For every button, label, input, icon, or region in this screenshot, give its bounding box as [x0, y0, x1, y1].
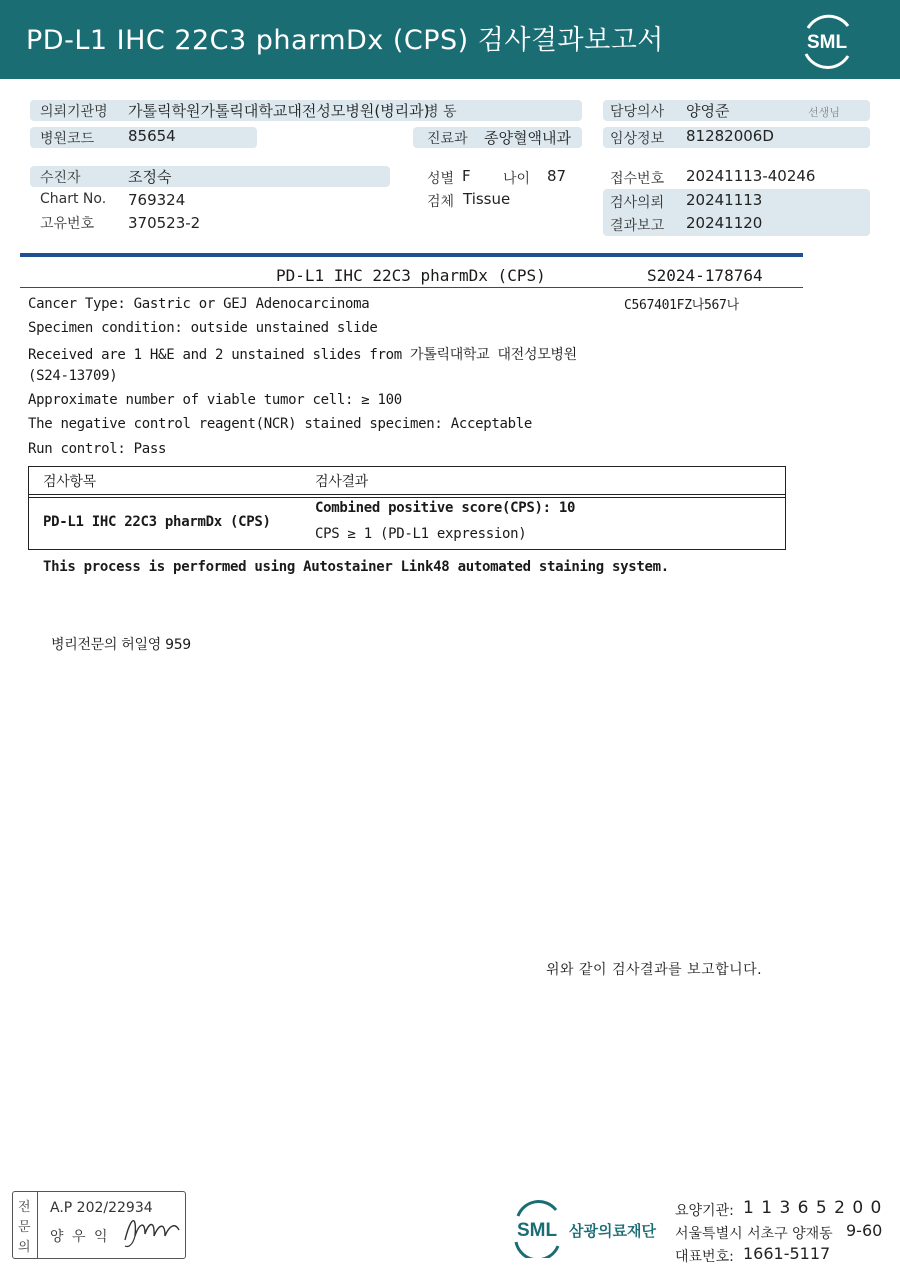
stamp-char: 전 — [18, 1200, 31, 1215]
hospital-code-value: 85654 — [128, 127, 176, 145]
age-value: 87 — [547, 167, 567, 185]
report-date-label: 결과보고 — [610, 218, 665, 234]
table-header-divider — [29, 494, 785, 498]
department-label: 진료과 — [427, 131, 468, 147]
doctor-suffix: 선생님 — [808, 106, 840, 119]
table-header-item: 검사항목 — [43, 474, 96, 490]
report-code: C567401FZ나567나 — [624, 298, 739, 313]
result-table — [28, 466, 786, 550]
phone-label: 대표번호: — [675, 1249, 734, 1265]
doctor-label: 담당의사 — [610, 104, 665, 120]
institution-label: 의뢰기관명 — [40, 104, 108, 120]
table-row-cps-expression: CPS ≥ 1 (PD-L1 expression) — [315, 526, 527, 542]
unique-no-value: 370523-2 — [128, 214, 201, 232]
sample-id: S2024-178764 — [647, 266, 763, 285]
stamp-side-label — [13, 1192, 38, 1258]
report-divider-bottom — [20, 287, 803, 288]
request-date-value: 20241113 — [686, 191, 763, 209]
report-line-specimen: Specimen condition: outside unstained slide — [28, 320, 378, 336]
pathologist-signature: 병리전문의 허일영 959 — [51, 637, 191, 653]
report-line-case-no: (S24-13709) — [28, 368, 118, 384]
address: 서울특별시 서초구 양재동 — [675, 1226, 833, 1242]
patient-label: 수진자 — [40, 170, 81, 186]
org-name: 삼광의료재단 — [569, 1222, 656, 1240]
ward-label: 병 동 — [425, 104, 457, 120]
clinical-info-value: 81282006D — [686, 127, 774, 145]
sml-org-logo-icon — [510, 1198, 566, 1258]
care-code-label: 요양기관: — [675, 1203, 734, 1219]
report-date-value: 20241120 — [686, 214, 763, 232]
table-row-item: PD-L1 IHC 22C3 pharmDx (CPS) — [43, 514, 271, 530]
chart-no-value: 769324 — [128, 191, 186, 209]
sex-label: 성별 — [427, 171, 455, 187]
department-value: 종양혈액내과 — [484, 129, 571, 147]
sex-value: F — [462, 167, 471, 185]
chart-no-label: Chart No. — [40, 191, 107, 207]
specimen-value: Tissue — [463, 190, 511, 208]
stamp-char: 의 — [18, 1240, 31, 1255]
stamp-char: 문 — [18, 1220, 31, 1235]
receipt-no-value: 20241113-40246 — [686, 167, 816, 185]
info-bar-patient — [30, 166, 390, 187]
patient-value: 조정숙 — [128, 168, 172, 186]
physician-stamp — [12, 1191, 186, 1259]
report-line-received: Received are 1 H&E and 2 unstained slides from 가톨릭대학교 대전성모병원 — [28, 347, 577, 363]
table-row-cps-score: Combined positive score(CPS): 10 — [315, 500, 576, 516]
stamp-physician: 양 우 익 — [50, 1229, 110, 1245]
institution-value: 가톨릭학원가톨릭대학교대전성모병원(병리과) — [128, 102, 430, 120]
report-line-cancer-type: Cancer Type: Gastric or GEJ Adenocarcinoma — [28, 296, 370, 312]
address-number: 9-60 — [846, 1221, 883, 1240]
test-name: PD-L1 IHC 22C3 pharmDx (CPS) — [276, 266, 546, 285]
report-line-tumor-cell: Approximate number of viable tumor cell: ≥ 100 — [28, 392, 402, 408]
report-divider-top — [20, 253, 803, 257]
report-line-ncr: The negative control reagent(NCR) stained specimen: Acceptable — [28, 416, 532, 432]
process-note: This process is performed using Autostainer Link48 automated staining system. — [43, 559, 669, 575]
sml-org-logo-text: SML — [516, 1220, 558, 1241]
closing-statement: 위와 같이 검사결과를 보고합니다. — [546, 962, 763, 978]
age-label: 나이 — [503, 171, 531, 187]
unique-no-label: 고유번호 — [40, 216, 95, 232]
request-date-label: 검사의뢰 — [610, 195, 665, 211]
clinical-info-label: 임상정보 — [610, 131, 665, 147]
report-line-run-control: Run control: Pass — [28, 441, 167, 457]
report-title: PD-L1 IHC 22C3 pharmDx (CPS) 검사결과보고서 — [26, 25, 664, 56]
specimen-label: 검체 — [427, 194, 455, 210]
hospital-code-label: 병원코드 — [40, 131, 95, 147]
handwritten-signature — [121, 1206, 183, 1250]
stamp-license: A.P 202/22934 — [50, 1200, 153, 1216]
sml-logo-text: SML — [806, 32, 848, 53]
receipt-no-label: 접수번호 — [610, 171, 665, 187]
care-code: 1 1 3 6 5 2 0 0 — [743, 1198, 883, 1218]
phone-number: 1661-5117 — [743, 1244, 831, 1263]
doctor-value: 양영준 — [686, 102, 730, 120]
sml-logo-icon — [796, 10, 858, 70]
table-header-result: 검사결과 — [315, 474, 368, 490]
